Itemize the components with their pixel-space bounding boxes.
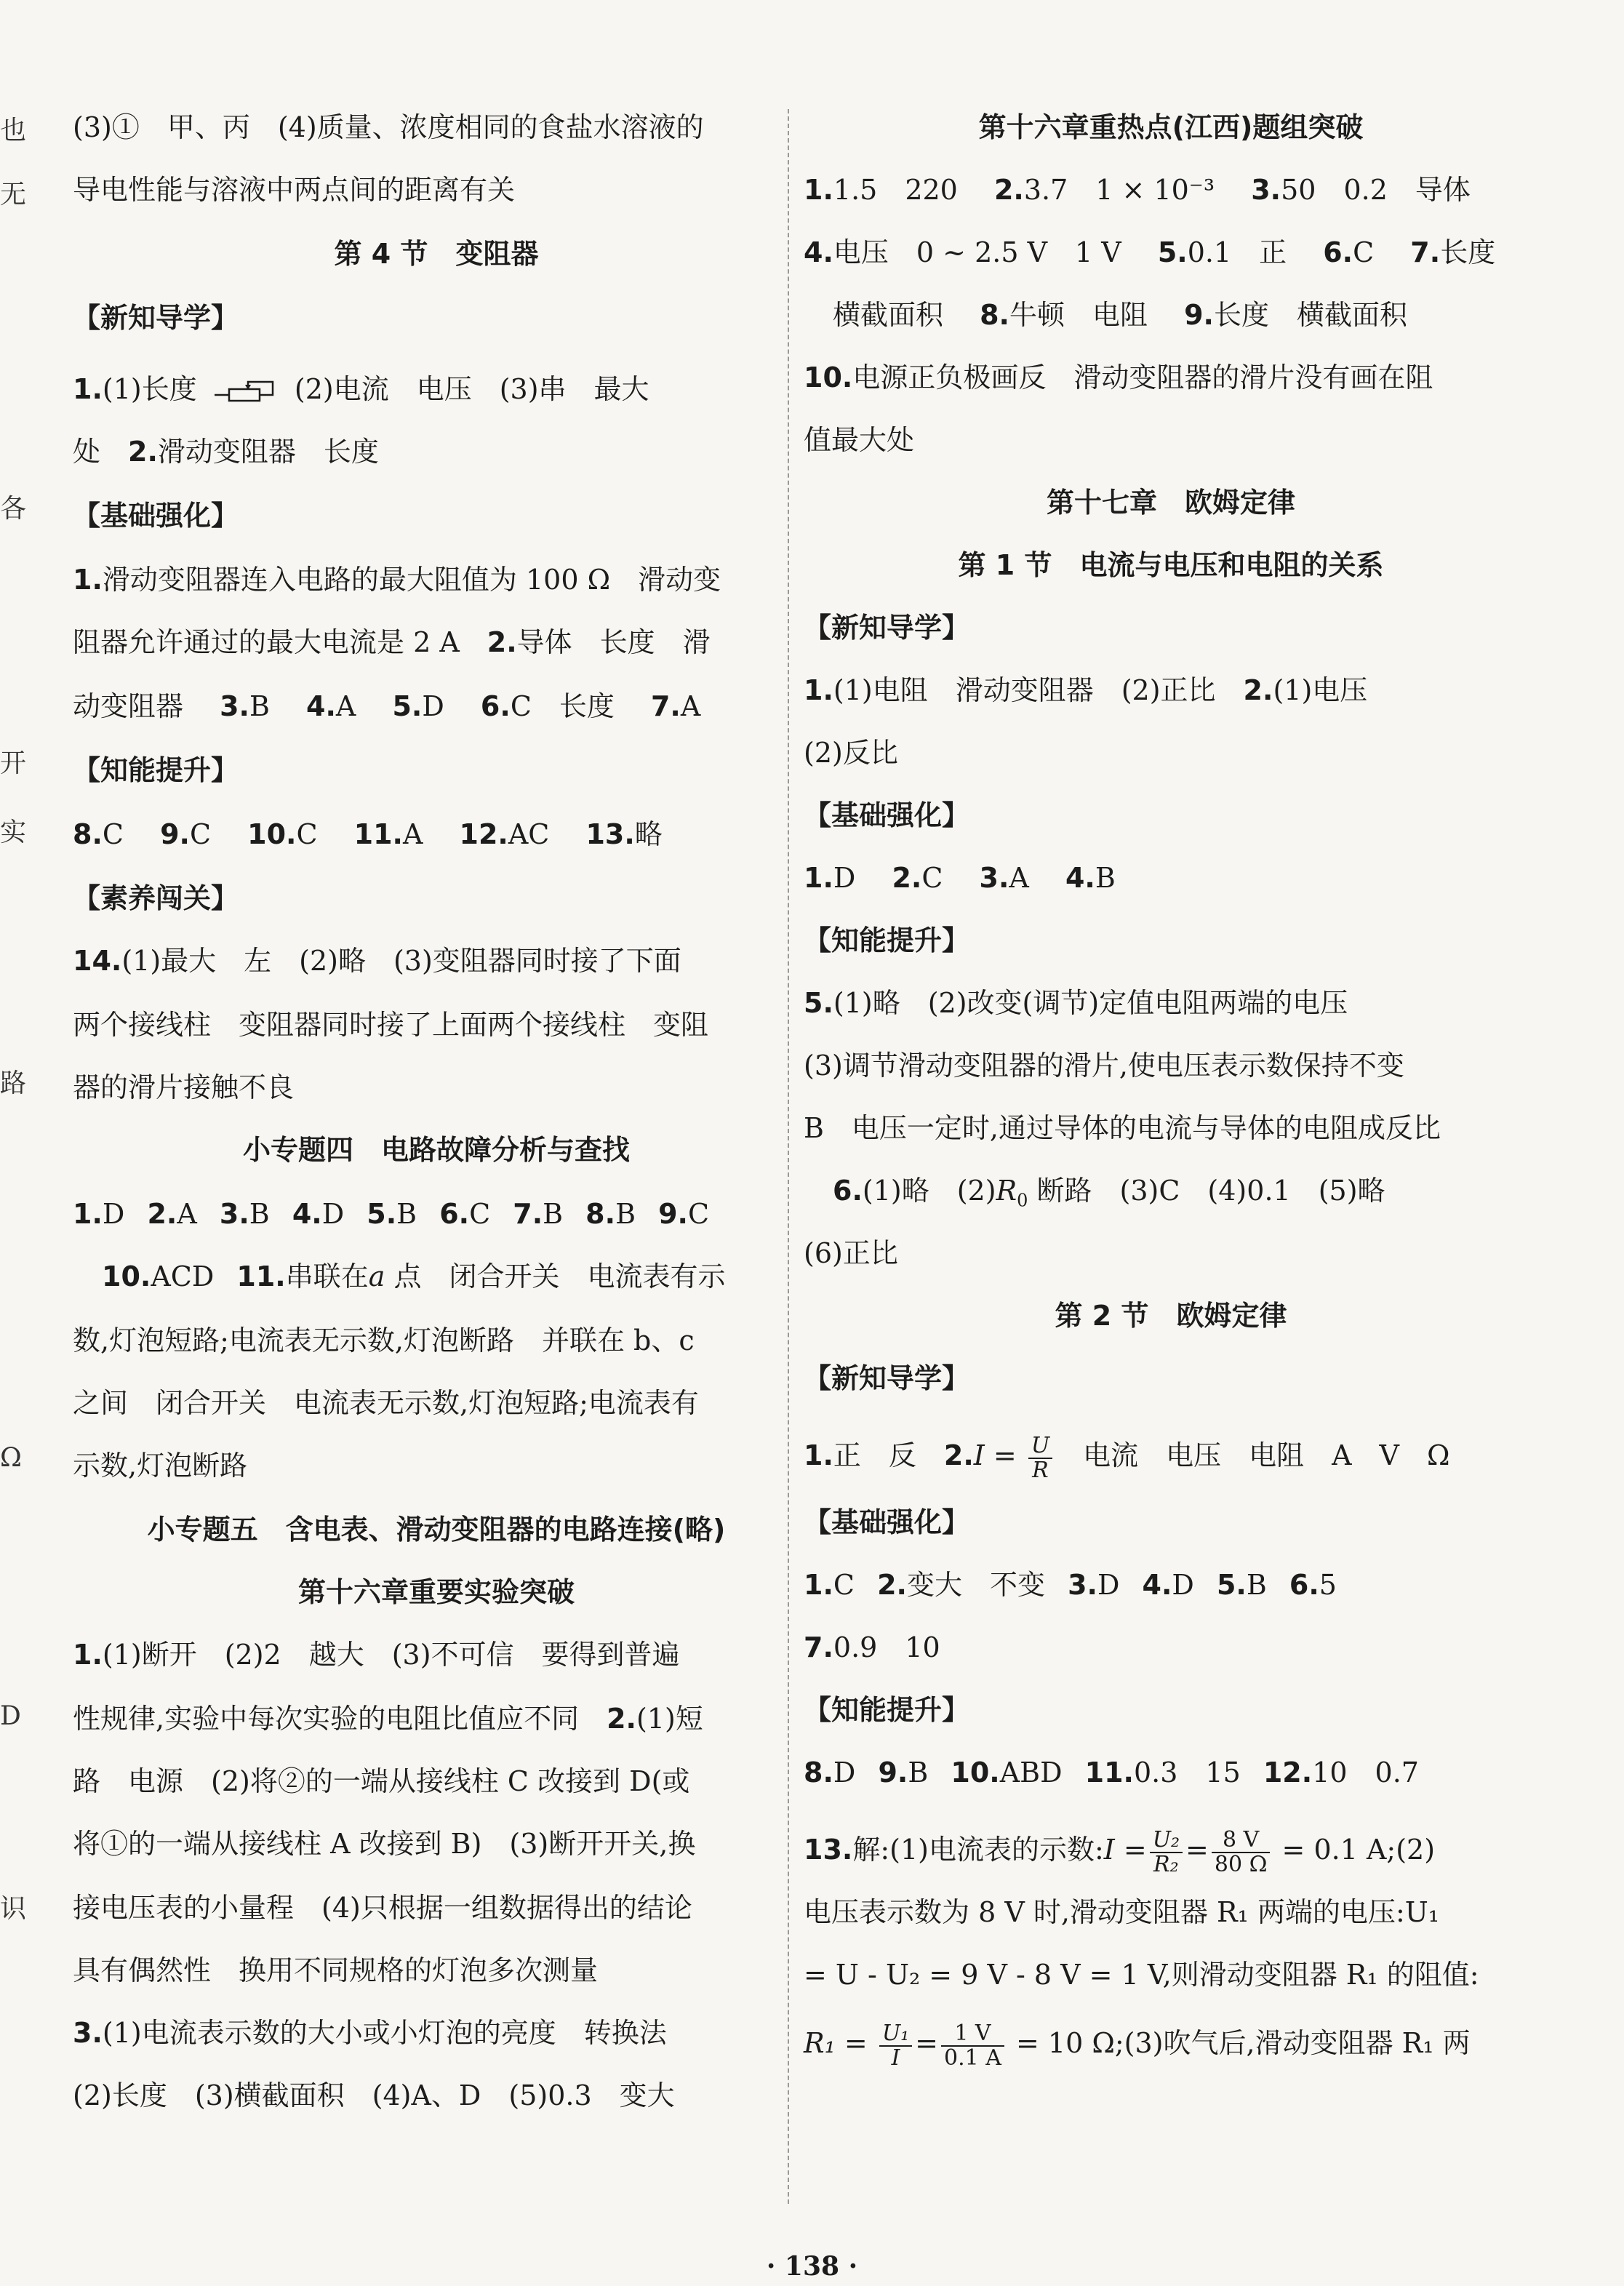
margin-fragment: 识: [0, 1894, 27, 1924]
text-line: 器的滑片接触不良: [73, 1071, 295, 1103]
answer-text: D: [321, 1198, 345, 1230]
question-number: 2.: [993, 174, 1024, 206]
question-number: 5.: [1157, 236, 1188, 268]
answer-line: [73, 688, 700, 724]
text-line: 具有偶然性 换用不同规格的灯泡多次测量: [73, 1954, 599, 1986]
subsection-heading: 【知能提升】: [804, 1694, 970, 1726]
rheostat-symbol-icon: [213, 377, 279, 407]
question-number: 7.: [804, 1631, 833, 1663]
answer-text: (1)电流表示数的大小或小灯泡的亮度 转换法: [102, 2017, 667, 2049]
question-number: 5.: [367, 1198, 397, 1230]
formula-symbol: I: [1103, 1834, 1115, 1866]
answer-text: (1)长度: [102, 373, 197, 405]
answer-text: D: [833, 1757, 856, 1789]
answer-text: ACD: [151, 1260, 215, 1292]
answer-line: [73, 1700, 703, 1737]
answer-text: C: [687, 1198, 710, 1230]
answer-line: [73, 624, 711, 660]
question-number: 12.: [1263, 1757, 1313, 1789]
section-title: 第十六章重热点(江西)题组突破: [978, 111, 1364, 143]
answer-text: A: [335, 690, 356, 722]
answer-text: 0.9 10: [833, 1631, 940, 1663]
answer-text: 牛顿 电阻: [1009, 299, 1176, 331]
question-number: 9.: [1184, 299, 1214, 331]
question-number: 5.: [804, 987, 833, 1019]
question-number: 2.: [877, 1569, 907, 1601]
question-number: 3.: [219, 1198, 249, 1230]
text-line: 电压表示数为 8 V 时,滑动变阻器 R₁ 两端的电压:U₁: [804, 1896, 1440, 1928]
answer-text: 解:(1)电流表的示数:: [852, 1834, 1104, 1866]
fraction-denominator: I: [891, 2045, 900, 2071]
question-number: 6.: [480, 690, 511, 722]
subsection-heading: 【基础强化】: [804, 1506, 970, 1538]
answer-line: [73, 2015, 667, 2051]
question-number: 5.: [1216, 1569, 1247, 1601]
fraction: [879, 2022, 912, 2070]
section-title: 小专题四 电路故障分析与查找: [242, 1134, 630, 1166]
question-number: 4.: [306, 690, 336, 722]
subsection-heading: 【知能提升】: [804, 924, 970, 956]
answer-line: [804, 172, 1471, 208]
fraction: [941, 2022, 1004, 2070]
answer-line: [73, 943, 681, 979]
question-number: 12.: [459, 818, 508, 850]
answer-line: [833, 297, 1407, 333]
formula-symbol: R₁ =: [804, 2027, 876, 2059]
section-title: 第十六章重要实验突破: [297, 1576, 575, 1608]
question-number: 8.: [804, 1757, 833, 1789]
answer-text: C 长度: [510, 690, 615, 722]
subsection-heading: 【新知导学】: [804, 1362, 970, 1394]
text-line: (3)① 甲、丙 (4)质量、浓度相同的食盐水溶液的: [73, 111, 704, 143]
answer-line: 13.解:(1)电流表的示数:I = $\frac{\text{U₂}}{\text{R₂}}$ = $\frac{8 V}{80 \Omega}$ = 0.1 A;(2): [804, 1826, 1436, 1877]
text-line: B 电压一定时,通过导体的电流与导体的电阻成反比: [804, 1112, 1441, 1144]
question-number: 6.: [833, 1175, 863, 1207]
margin-fragment: 实: [0, 818, 27, 847]
subsection-heading: 【新知导学】: [804, 612, 970, 644]
answer-line: [804, 234, 1495, 271]
answer-line: [73, 371, 649, 407]
question-number: 11.: [1084, 1757, 1134, 1789]
subsection-heading: 【知能提升】: [73, 754, 239, 786]
section-title: 第 4 节 变阻器: [334, 238, 539, 270]
margin-fragment: 路: [0, 1068, 27, 1098]
fraction: [1212, 1826, 1271, 1877]
fraction: [1028, 1434, 1052, 1482]
answer-text: 0.1 正: [1187, 236, 1315, 268]
text-line: (6)正比: [804, 1237, 898, 1269]
answer-text: D: [1097, 1569, 1120, 1601]
answer-text: AC: [508, 818, 550, 850]
answer-text: 50 0.2 导体: [1281, 174, 1471, 206]
answer-text: C: [296, 818, 318, 850]
question-number: 7.: [1410, 236, 1441, 268]
text-line: 值最大处: [804, 424, 915, 456]
fraction-denominator: R: [1032, 1457, 1049, 1483]
answer-text: 变大 不变: [906, 1569, 1045, 1601]
answer-text: 长度 横截面积: [1214, 299, 1408, 331]
answer-text: B: [615, 1198, 636, 1230]
question-number: 9.: [160, 818, 190, 850]
answer-line: [73, 1196, 709, 1232]
answer-text: 长度: [1440, 236, 1496, 268]
question-number: 1.: [804, 862, 833, 894]
answer-text: C: [833, 1569, 855, 1601]
answer-text: C: [102, 818, 124, 850]
page-number: · 138 ·: [766, 2251, 858, 2282]
answer-text: = 10 Ω;(3)吹气后,滑动变阻器 R₁ 两: [1007, 2027, 1471, 2059]
margin-fragment: 各: [0, 494, 27, 524]
answer-text: B: [908, 1757, 929, 1789]
answer-text: B: [249, 1198, 270, 1230]
margin-fragment: 也: [0, 116, 27, 145]
answer-text: C: [1353, 236, 1402, 268]
question-number: 13.: [804, 1834, 853, 1866]
answer-text: (2)电流 电压 (3)串 最大: [294, 373, 649, 405]
margin-fragment: Ω: [0, 1443, 22, 1473]
fraction: [1150, 1826, 1183, 1877]
question-number: 4.: [292, 1198, 322, 1230]
answer-line: [804, 359, 1433, 396]
answer-line: [804, 985, 1348, 1021]
question-number: 1.: [804, 674, 833, 706]
question-number: 2.: [943, 1439, 974, 1471]
question-number: 3.: [73, 2017, 103, 2049]
question-number: 10.: [247, 818, 297, 850]
fraction-numerator: 1 V: [941, 2022, 1004, 2047]
answer-text: 点 闭合开关 电流表有示: [385, 1260, 726, 1292]
answer-line: [73, 1636, 680, 1673]
answer-text: (1)最大 左 (2)略 (3)变阻器同时接了下面: [121, 945, 681, 977]
text-line: 将①的一端从接线柱 A 改接到 B) (3)断开开关,换: [73, 1828, 696, 1860]
answer-text: (1)电阻 滑动变阻器 (2)正比: [833, 674, 1244, 706]
question-number: 10.: [102, 1260, 151, 1292]
answer-text: 滑动变阻器连入电路的最大阻值为 100 Ω 滑动变: [102, 564, 721, 596]
answer-text: 处: [73, 436, 129, 468]
answer-text: 导体 长度 滑: [516, 626, 711, 658]
answer-text: 阻器允许通过的最大电流是 2 A: [73, 626, 487, 658]
text-line: (2)长度 (3)横截面积 (4)A、D (5)0.3 变大: [73, 2079, 675, 2111]
fraction-numerator: U₂: [1150, 1829, 1183, 1853]
subsection-heading: 【基础强化】: [73, 500, 239, 532]
answer-text: 性规律,实验中每次实验的电阻比值应不同: [73, 1703, 607, 1735]
answer-text: C: [189, 818, 212, 850]
fraction-numerator: U₁: [879, 2022, 912, 2047]
answer-text: 0.3 15: [1133, 1757, 1241, 1789]
formula-operator: =: [984, 1439, 1025, 1471]
question-number: 8.: [73, 818, 103, 850]
answer-text: 断路 (3)C (4)0.1 (5)略: [1028, 1175, 1385, 1207]
text-line: (3)调节滑动变阻器的滑片,使电压表示数保持不变: [804, 1050, 1404, 1082]
fraction-numerator: 8 V: [1212, 1829, 1271, 1853]
question-number: 1.: [73, 1198, 103, 1230]
answer-text: 电压 0 ~ 2.5 V 1 V: [833, 236, 1149, 268]
subsection-heading: 【新知导学】: [73, 302, 239, 334]
answer-line: [73, 816, 663, 852]
question-number: 1.: [73, 1639, 103, 1671]
answer-line: [804, 672, 1367, 708]
text-line: 两个接线柱 变阻器同时接了上面两个接线柱 变阻: [73, 1009, 709, 1041]
subscript: 0: [1017, 1190, 1028, 1211]
answer-text: (1)略 (2): [862, 1175, 996, 1207]
section-title: 第 1 节 电流与电压和电阻的关系: [958, 549, 1384, 581]
question-number: 6.: [1289, 1569, 1319, 1601]
question-number: 2.: [147, 1198, 177, 1230]
answer-line: R₁ = $\frac{\text{U₁}}{I}$ = $\frac{1 V}{0.1 A}$ = 10 Ω;(3)吹气后,滑动变阻器 R₁ 两: [804, 2020, 1471, 2071]
answer-text: R: [996, 1175, 1017, 1207]
answer-text: 3.7 1 × 10⁻³: [1023, 174, 1243, 206]
question-number: 14.: [73, 945, 122, 977]
answer-line: [804, 1567, 1337, 1603]
answer-text: D: [102, 1198, 125, 1230]
question-number: 11.: [353, 818, 403, 850]
question-number: 13.: [585, 818, 635, 850]
text-line: 路 电源 (2)将②的一端从接线柱 C 改接到 D(或: [73, 1765, 690, 1797]
question-number: 11.: [236, 1260, 286, 1292]
answer-text: 串联在: [285, 1260, 369, 1292]
question-number: 3.: [220, 690, 249, 722]
formula-symbol: I: [973, 1439, 985, 1471]
question-number: 1.: [73, 373, 103, 405]
text-line: 接电压表的小量程 (4)只根据一组数据得出的结论: [73, 1892, 692, 1924]
fraction-denominator: 0.1 A: [944, 2045, 1001, 2071]
fraction-denominator: 80 Ω: [1214, 1851, 1268, 1877]
question-number: 5.: [392, 690, 423, 722]
question-number: 2.: [892, 862, 922, 894]
answer-line: [804, 860, 1116, 896]
question-number: 6.: [439, 1198, 470, 1230]
answer-text: 正 反: [833, 1439, 944, 1471]
question-number: 3.: [979, 862, 1009, 894]
answer-text: C: [921, 862, 943, 894]
question-number: 7.: [650, 690, 681, 722]
answer-text: 1.5 220: [833, 174, 985, 206]
text-line: 示数,灯泡断路: [73, 1450, 248, 1482]
section-title: 第 2 节 欧姆定律: [1055, 1300, 1287, 1332]
question-number: 10.: [951, 1757, 1000, 1789]
answer-text: D: [422, 690, 444, 722]
question-number: 3.: [1251, 174, 1281, 206]
answer-text: A: [1009, 862, 1029, 894]
margin-fragment: D: [0, 1701, 21, 1731]
text-line: = U - U₂ = 9 V - 8 V = 1 V,则滑动变阻器 R₁ 的阻值:: [804, 1959, 1479, 1991]
answer-text: B: [396, 1198, 417, 1230]
text-line: 数,灯泡短路;电流表无示数,灯泡断路 并联在 b、c: [73, 1324, 695, 1356]
question-number: 7.: [513, 1198, 543, 1230]
question-number: 2.: [607, 1703, 636, 1735]
answer-text: (1)短: [636, 1703, 703, 1735]
chapter-title: 第十七章 欧姆定律: [1046, 487, 1295, 519]
answer-text: A: [680, 690, 701, 722]
answer-text: 5: [1319, 1569, 1337, 1601]
question-number: 4.: [804, 236, 833, 268]
question-number: 2.: [487, 626, 517, 658]
answer-text: 10 0.7: [1312, 1757, 1419, 1789]
subsection-heading: 【基础强化】: [804, 799, 970, 831]
fraction-denominator: R₂: [1153, 1851, 1179, 1877]
question-number: 6.: [1323, 236, 1353, 268]
question-number: 2.: [1243, 674, 1273, 706]
answer-text: = 0.1 A;(2): [1273, 1834, 1436, 1866]
text-line: 之间 闭合开关 电流表无示数,灯泡短路;电流表有: [73, 1387, 699, 1419]
answer-text: B: [1095, 862, 1116, 894]
answer-text: ABD: [999, 1757, 1063, 1789]
answer-text: 电流 电压 电阻 A V Ω: [1055, 1439, 1450, 1471]
answer-line: [73, 433, 379, 470]
subsection-heading: 【素养闯关】: [73, 882, 239, 914]
answer-text: 电源正负极画反 滑动变阻器的滑片没有画在阻: [852, 361, 1433, 393]
answer-text: (1)电压: [1273, 674, 1368, 706]
question-number: 2.: [128, 436, 158, 468]
answer-text: a: [368, 1260, 385, 1292]
answer-text: D: [1172, 1569, 1194, 1601]
fraction-numerator: U: [1028, 1434, 1052, 1459]
question-number: 8.: [980, 299, 1009, 331]
question-number: 3.: [1068, 1569, 1097, 1601]
question-number: 4.: [1142, 1569, 1172, 1601]
answer-text: A: [177, 1198, 197, 1230]
answer-text: B: [249, 690, 270, 722]
answer-text: 略: [634, 818, 663, 850]
margin-fragment: 开: [0, 748, 27, 778]
question-number: 1.: [804, 1569, 833, 1601]
question-number: 1.: [73, 564, 103, 596]
answer-text: (1)断开 (2)2 越大 (3)不可信 要得到普遍: [102, 1639, 680, 1671]
answer-text: B: [543, 1198, 564, 1230]
answer-text: A: [402, 818, 423, 850]
question-number: 4.: [1065, 862, 1095, 894]
answer-line: [833, 1172, 1385, 1219]
question-number: 1.: [804, 174, 833, 206]
answer-text: C: [469, 1198, 491, 1230]
question-number: 9.: [878, 1757, 908, 1789]
question-number: 9.: [658, 1198, 688, 1230]
question-number: 10.: [804, 361, 853, 393]
answer-text: 横截面积: [833, 299, 972, 331]
answer-text: D: [833, 862, 856, 894]
answer-text: 滑动变阻器 长度: [157, 436, 379, 468]
question-number: 1.: [804, 1439, 833, 1471]
answer-line: [804, 1754, 1419, 1791]
answer-text: B: [1246, 1569, 1267, 1601]
answer-line: [804, 1629, 940, 1666]
answer-text: 动变阻器: [73, 690, 212, 722]
answer-line: [73, 561, 721, 598]
question-number: 8.: [585, 1198, 616, 1230]
answer-text: (1)略 (2)改变(调节)定值电阻两端的电压: [833, 987, 1348, 1019]
margin-fragment: 无: [0, 180, 27, 209]
answer-line: [102, 1258, 726, 1295]
section-title: 小专题五 含电表、滑动变阻器的电路连接(略): [147, 1514, 726, 1546]
text-line: (2)反比: [804, 737, 898, 769]
answer-line: [804, 1430, 1450, 1482]
text-line: 导电性能与溶液中两点间的距离有关: [73, 174, 516, 206]
